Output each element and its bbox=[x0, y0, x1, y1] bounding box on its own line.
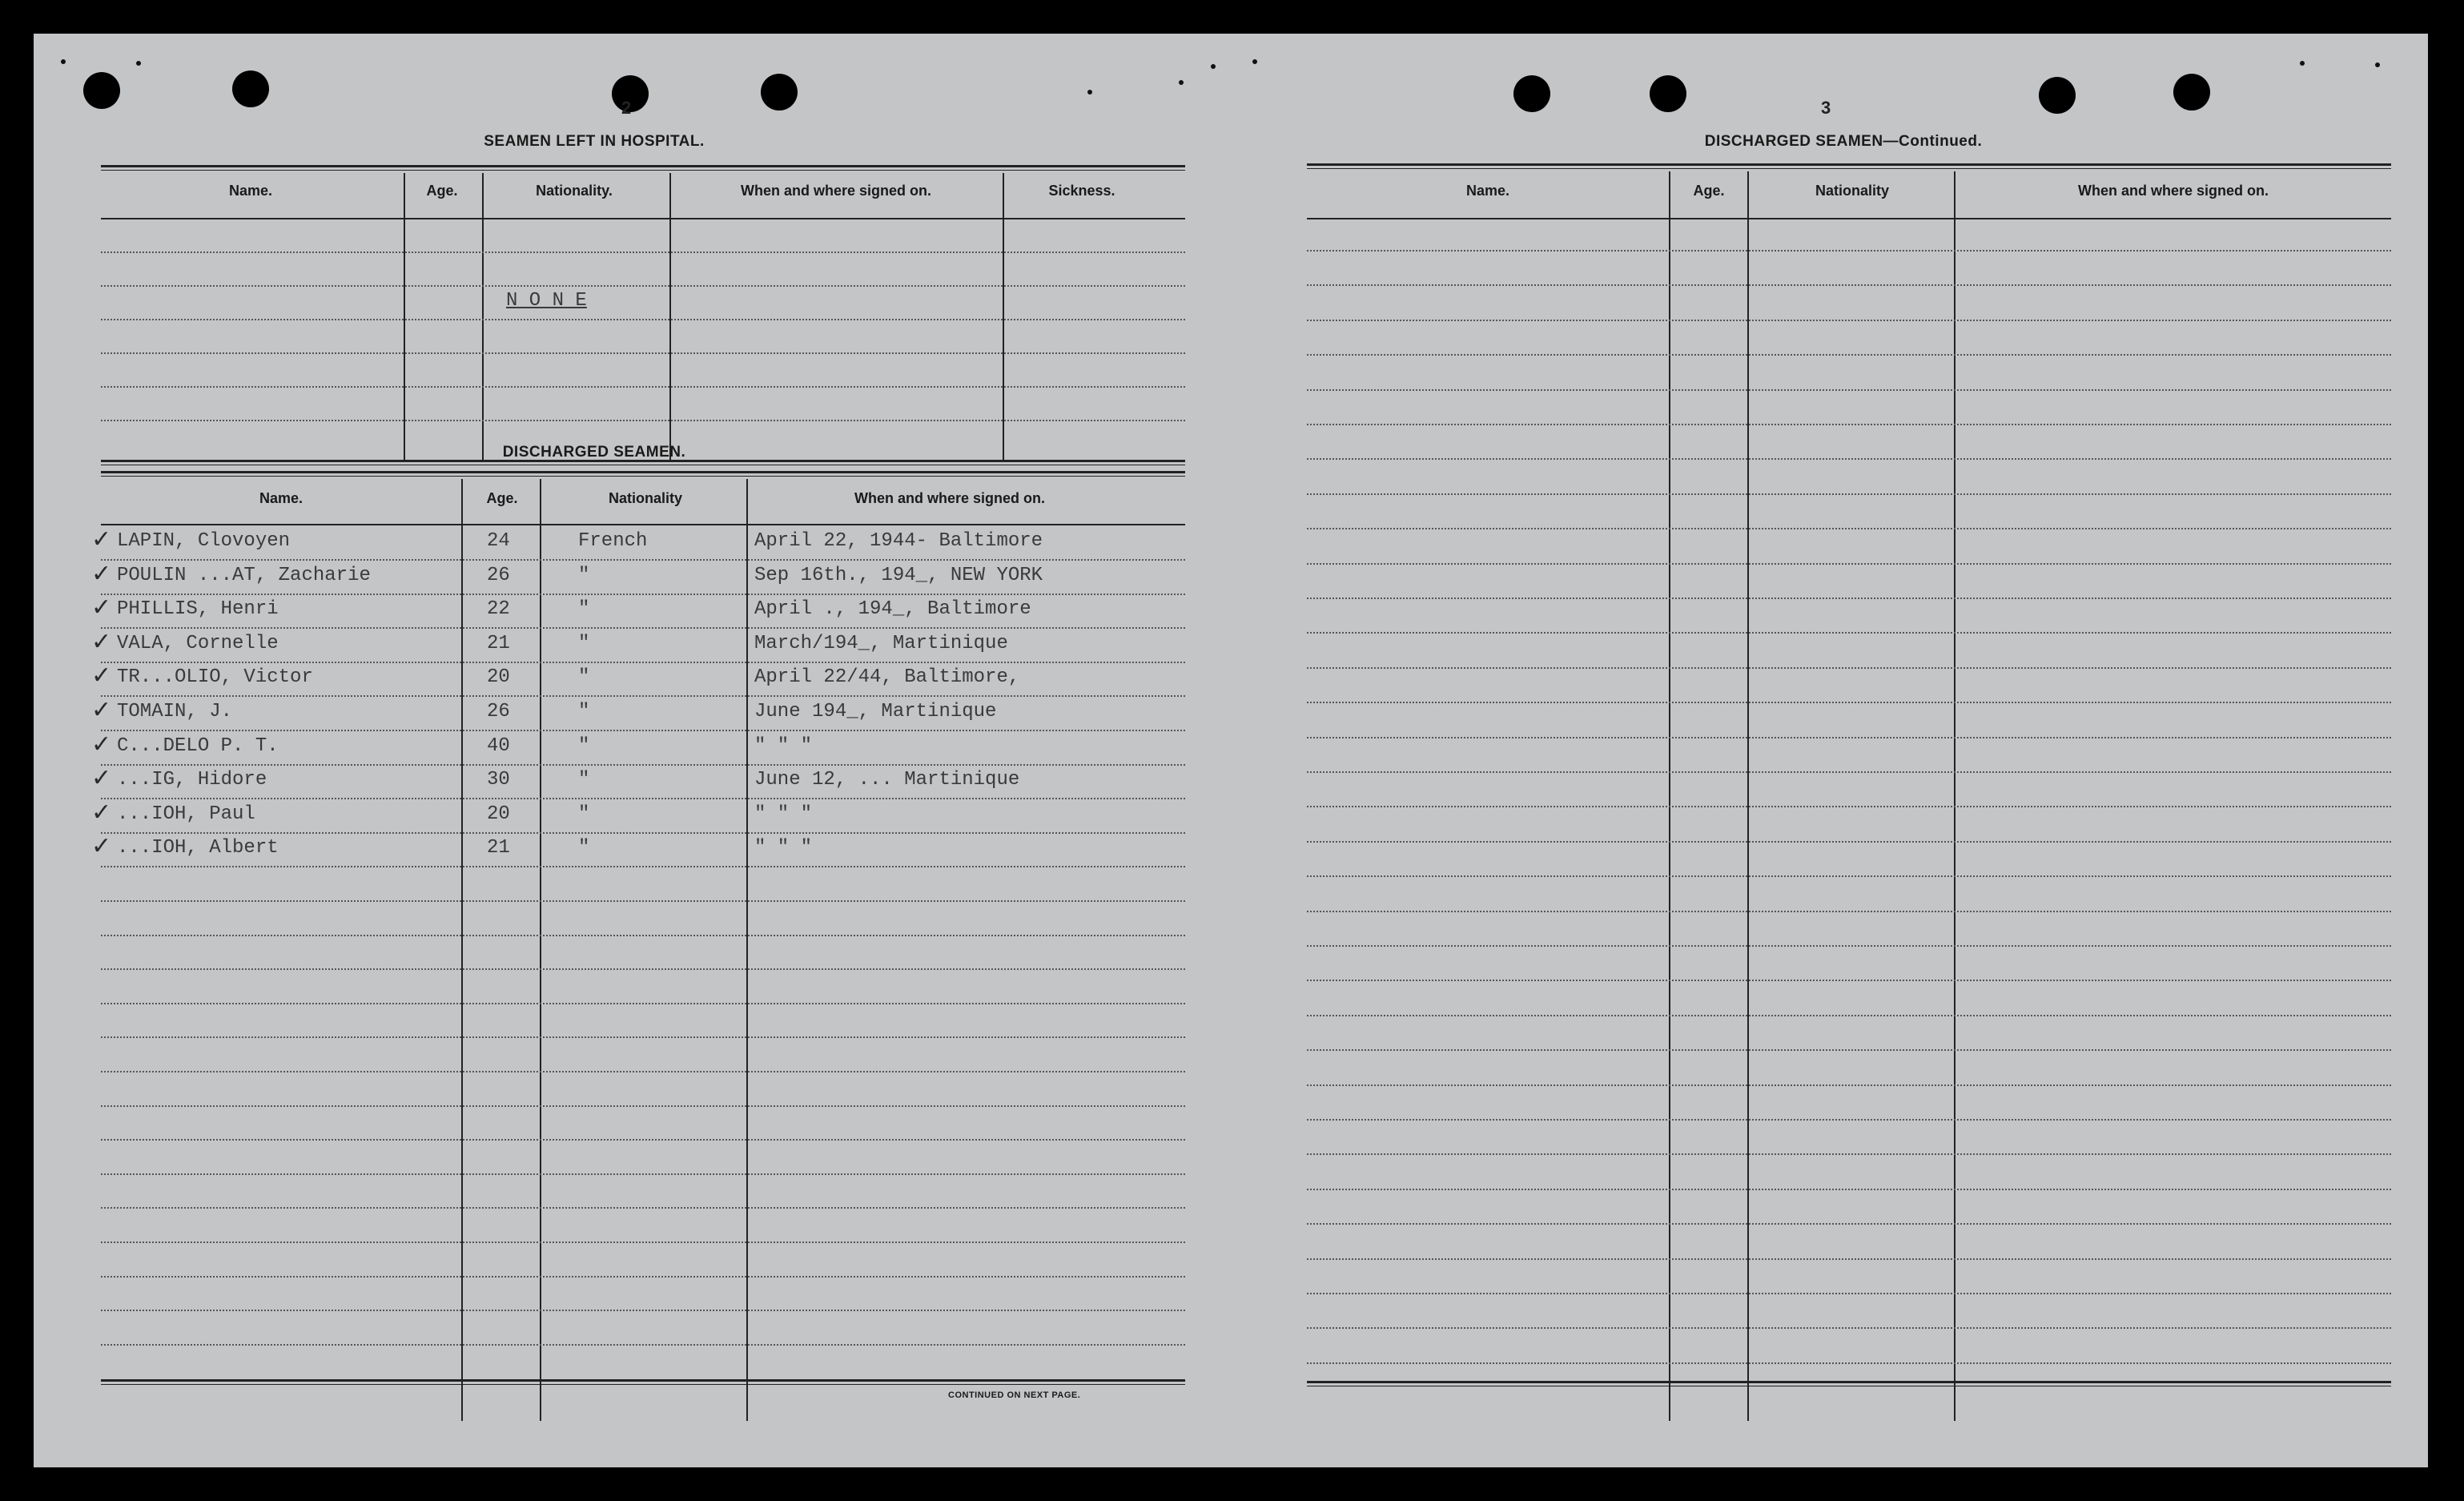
row-nationality: " bbox=[578, 769, 590, 791]
row-age: 22 bbox=[487, 598, 510, 621]
speck bbox=[2375, 62, 2380, 67]
ruled-line bbox=[101, 386, 1185, 388]
row-checkmark: ✓ bbox=[91, 696, 112, 724]
row-age: 21 bbox=[487, 632, 510, 654]
row-signed-on: Sep 16th., 194_, NEW YORK bbox=[754, 564, 1043, 586]
ruled-line bbox=[1307, 1189, 2391, 1190]
row-age: 40 bbox=[487, 734, 510, 757]
page-number-right: 3 bbox=[1821, 98, 1831, 118]
ruled-line bbox=[101, 1036, 1185, 1038]
row-checkmark: ✓ bbox=[91, 559, 112, 588]
right-header-signed-on: When and where signed on. bbox=[2077, 183, 2269, 199]
discharged-continued-title: DISCHARGED SEAMEN—Continued. bbox=[1704, 133, 1983, 150]
ruled-line bbox=[101, 594, 1185, 595]
row-nationality: " bbox=[578, 803, 590, 825]
row-checkmark: ✓ bbox=[91, 764, 112, 793]
row-name: LAPIN, Clovoyen bbox=[117, 530, 291, 552]
ruled-line bbox=[101, 1241, 1185, 1243]
row-signed-on: April 22, 1944- Baltimore bbox=[754, 530, 1043, 552]
punch-hole bbox=[1650, 75, 1686, 112]
ruled-line bbox=[1307, 458, 2391, 460]
speck bbox=[1087, 90, 1092, 95]
row-checkmark: ✓ bbox=[91, 594, 112, 622]
row-nationality: " bbox=[578, 598, 590, 621]
row-name: POULIN ...AT, Zacharie bbox=[117, 564, 371, 586]
ruled-line bbox=[101, 1276, 1185, 1278]
discharged-section-title: DISCHARGED SEAMEN. bbox=[502, 444, 686, 461]
hospital-section-title: SEAMEN LEFT IN HOSPITAL. bbox=[484, 133, 705, 150]
speck bbox=[61, 59, 66, 64]
ruled-line bbox=[101, 1105, 1185, 1107]
discharged-col-divider bbox=[540, 479, 541, 1421]
row-age: 20 bbox=[487, 666, 510, 689]
row-signed-on: March/194_, Martinique bbox=[754, 632, 1008, 654]
ruled-line bbox=[1307, 875, 2391, 877]
ruled-line bbox=[101, 730, 1185, 731]
punch-hole bbox=[761, 74, 798, 111]
ruled-line bbox=[101, 627, 1185, 629]
ruled-line bbox=[101, 900, 1185, 902]
right-col-divider bbox=[1669, 171, 1670, 1421]
punch-hole bbox=[1513, 75, 1550, 112]
row-checkmark: ✓ bbox=[91, 525, 112, 553]
ruled-line bbox=[1307, 806, 2391, 807]
right-header-nationality: Nationality bbox=[1815, 183, 1889, 199]
hospital-none-entry: N O N E bbox=[506, 290, 587, 312]
ruled-line bbox=[101, 319, 1185, 320]
ruled-line bbox=[101, 1310, 1185, 1311]
discharged-top-rule bbox=[101, 471, 1185, 477]
row-checkmark: ✓ bbox=[91, 798, 112, 827]
discharged-header-signed-on: When and where signed on. bbox=[854, 490, 1046, 506]
continued-footer: CONTINUED ON NEXT PAGE. bbox=[948, 1390, 1081, 1400]
row-signed-on: " " " bbox=[754, 734, 813, 757]
row-signed-on: June 194_, Martinique bbox=[754, 701, 997, 722]
ruled-line bbox=[101, 559, 1185, 561]
discharged-bottom-rule bbox=[101, 1379, 1185, 1385]
document-sheet bbox=[34, 34, 2428, 1467]
hospital-top-rule bbox=[101, 165, 1185, 171]
ruled-line bbox=[1307, 771, 2391, 773]
ruled-line bbox=[101, 352, 1185, 354]
ruled-line bbox=[1307, 528, 2391, 529]
hospital-header-sickness: Sickness. bbox=[1048, 183, 1115, 199]
ruled-line bbox=[1307, 284, 2391, 286]
hospital-header-age: Age. bbox=[426, 183, 458, 199]
punch-hole bbox=[2039, 77, 2076, 114]
row-signed-on: " " " bbox=[754, 803, 813, 825]
punch-hole bbox=[2173, 74, 2210, 111]
ruled-line bbox=[1307, 737, 2391, 738]
ruled-line bbox=[1307, 1153, 2391, 1155]
hospital-col-divider bbox=[482, 173, 484, 461]
row-name: ...IOH, Paul bbox=[117, 803, 255, 825]
right-header-rule bbox=[1307, 218, 2391, 219]
row-name: C...DELO P. T. bbox=[117, 734, 279, 757]
ruled-line bbox=[101, 968, 1185, 970]
ruled-line bbox=[101, 420, 1185, 421]
discharged-col-divider bbox=[461, 479, 463, 1421]
row-name: VALA, Cornelle bbox=[117, 632, 279, 654]
ruled-line bbox=[1307, 632, 2391, 634]
row-age: 24 bbox=[487, 530, 510, 552]
ruled-line bbox=[1307, 1327, 2391, 1329]
row-checkmark: ✓ bbox=[91, 627, 112, 656]
ruled-line bbox=[101, 832, 1185, 834]
ruled-line bbox=[101, 662, 1185, 663]
ruled-line bbox=[101, 1207, 1185, 1209]
ruled-line bbox=[101, 285, 1185, 287]
ruled-line bbox=[1307, 911, 2391, 912]
row-signed-on: April 22/44, Baltimore, bbox=[754, 666, 1020, 689]
row-name: ...IOH, Albert bbox=[117, 837, 279, 859]
row-nationality: " bbox=[578, 701, 590, 722]
hospital-col-divider bbox=[669, 173, 671, 461]
ruled-line bbox=[101, 1139, 1185, 1141]
ruled-line bbox=[1307, 354, 2391, 356]
ruled-line bbox=[101, 1071, 1185, 1072]
ruled-line bbox=[101, 252, 1185, 253]
row-age: 26 bbox=[487, 564, 510, 586]
row-checkmark: ✓ bbox=[91, 662, 112, 690]
ruled-line bbox=[1307, 598, 2391, 599]
discharged-header-rule bbox=[101, 524, 1185, 525]
ruled-line bbox=[1307, 702, 2391, 703]
ruled-line bbox=[1307, 563, 2391, 565]
discharged-header-age: Age. bbox=[486, 490, 518, 506]
row-name: TOMAIN, J. bbox=[117, 701, 233, 722]
ruled-line bbox=[101, 935, 1185, 936]
row-age: 30 bbox=[487, 769, 510, 791]
ruled-line bbox=[1307, 320, 2391, 321]
row-nationality: " bbox=[578, 837, 590, 859]
ruled-line bbox=[101, 798, 1185, 799]
ruled-line bbox=[1307, 1223, 2391, 1225]
hospital-header-rule bbox=[101, 218, 1185, 219]
row-age: 26 bbox=[487, 701, 510, 722]
ruled-line bbox=[1307, 667, 2391, 669]
row-signed-on: April ., 194_, Baltimore bbox=[754, 598, 1031, 621]
ruled-line bbox=[101, 1173, 1185, 1175]
speck bbox=[1179, 80, 1184, 85]
punch-hole bbox=[83, 72, 120, 109]
ruled-line bbox=[1307, 1362, 2391, 1364]
row-nationality: French bbox=[578, 530, 648, 552]
row-name: TR...OLIO, Victor bbox=[117, 666, 313, 689]
right-header-age: Age. bbox=[1693, 183, 1725, 199]
ruled-line bbox=[101, 764, 1185, 766]
ruled-line bbox=[1307, 424, 2391, 425]
ruled-line bbox=[1307, 1293, 2391, 1294]
row-name: PHILLIS, Henri bbox=[117, 598, 279, 621]
ruled-line bbox=[101, 1344, 1185, 1346]
row-signed-on: June 12, ... Martinique bbox=[754, 769, 1020, 791]
row-nationality: " bbox=[578, 564, 590, 586]
ruled-line bbox=[1307, 493, 2391, 495]
page-number-left: 2 bbox=[621, 98, 632, 118]
hospital-header-name: Name. bbox=[228, 183, 273, 199]
ruled-line bbox=[1307, 389, 2391, 391]
ruled-line bbox=[1307, 1119, 2391, 1121]
speck bbox=[2300, 61, 2305, 66]
discharged-col-divider bbox=[746, 479, 748, 1421]
row-signed-on: " " " bbox=[754, 837, 813, 859]
speck bbox=[136, 61, 141, 66]
hospital-header-nationality: Nationality. bbox=[536, 183, 613, 199]
punch-hole bbox=[232, 70, 269, 107]
ruled-line bbox=[101, 1003, 1185, 1004]
right-header-name: Name. bbox=[1465, 183, 1510, 199]
right-top-rule bbox=[1307, 163, 2391, 169]
discharged-header-name: Name. bbox=[259, 490, 303, 506]
right-col-divider bbox=[1747, 171, 1749, 1421]
right-bottom-rule bbox=[1307, 1381, 2391, 1386]
ruled-line bbox=[1307, 1015, 2391, 1016]
row-name: ...IG, Hidore bbox=[117, 769, 267, 791]
row-checkmark: ✓ bbox=[91, 730, 112, 759]
ruled-line bbox=[1307, 1085, 2391, 1086]
ruled-line bbox=[1307, 945, 2391, 947]
hospital-col-divider bbox=[1003, 173, 1004, 461]
ruled-line bbox=[1307, 841, 2391, 843]
speck bbox=[1211, 64, 1216, 69]
ruled-line bbox=[1307, 980, 2391, 981]
row-checkmark: ✓ bbox=[91, 832, 112, 861]
row-nationality: " bbox=[578, 666, 590, 689]
row-nationality: " bbox=[578, 734, 590, 757]
discharged-header-nationality: Nationality bbox=[608, 490, 682, 506]
row-age: 20 bbox=[487, 803, 510, 825]
ruled-line bbox=[101, 866, 1185, 867]
row-nationality: " bbox=[578, 632, 590, 654]
row-age: 21 bbox=[487, 837, 510, 859]
ruled-line bbox=[1307, 1258, 2391, 1260]
ruled-line bbox=[1307, 1049, 2391, 1051]
speck bbox=[1252, 59, 1257, 64]
ruled-line bbox=[1307, 250, 2391, 252]
hospital-header-signed-on: When and where signed on. bbox=[740, 183, 932, 199]
right-col-divider bbox=[1954, 171, 1956, 1421]
ruled-line bbox=[101, 695, 1185, 697]
hospital-col-divider bbox=[404, 173, 405, 461]
